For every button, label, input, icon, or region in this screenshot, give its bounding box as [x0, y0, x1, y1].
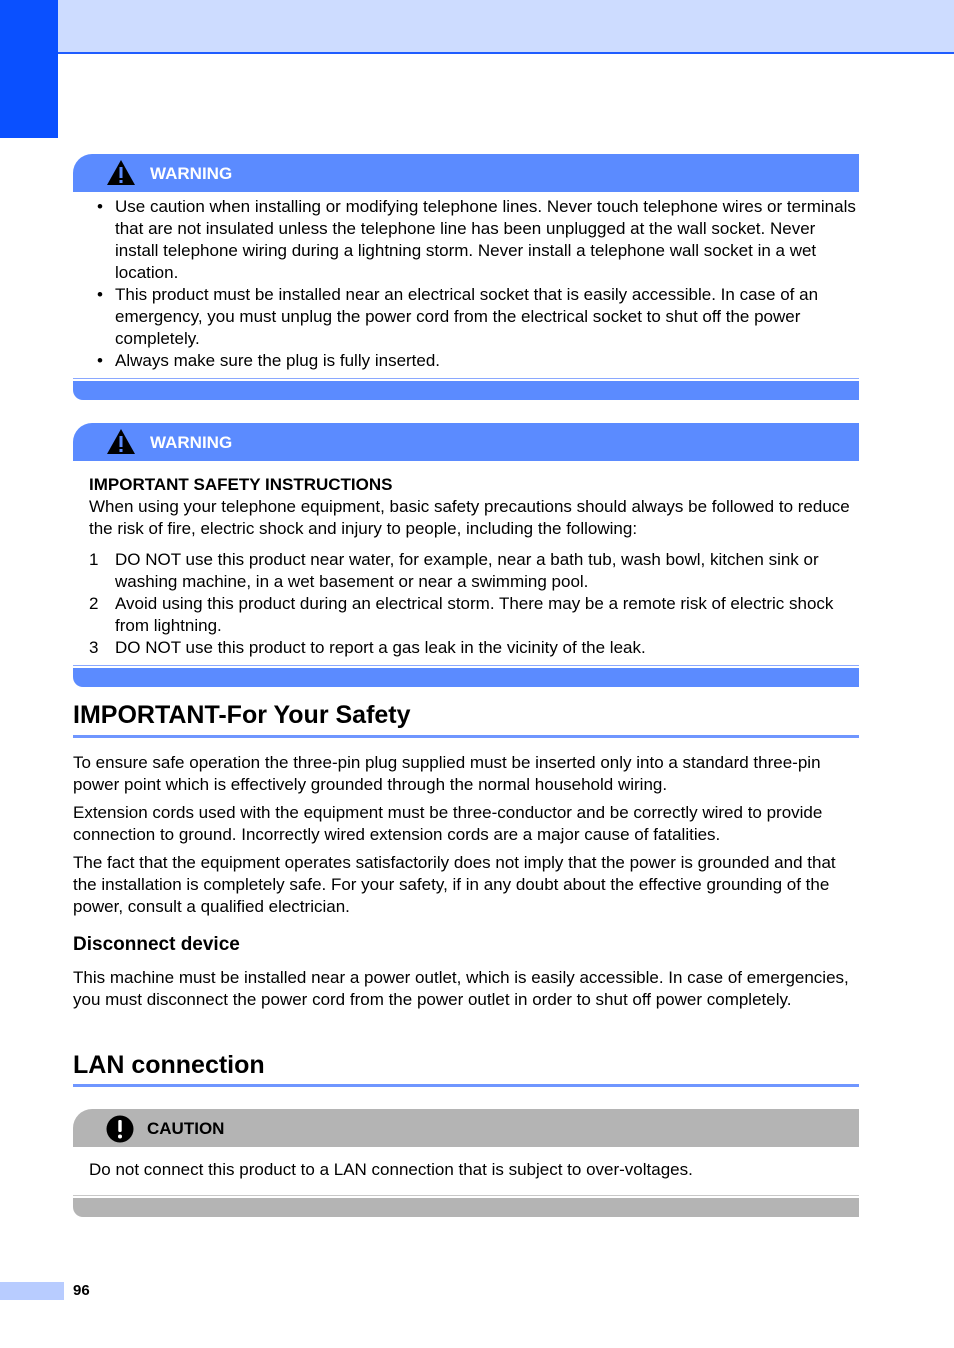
caution-text: Do not connect this product to a LAN connection that is subject to over-voltages.	[89, 1160, 693, 1179]
list-item: • This product must be installed near an electrical socket that is easily accessible. In case of an emergency, you must unplug the power cord from the electrical socket to shut off the power completely.	[97, 284, 859, 350]
section-rule	[73, 735, 859, 738]
paragraph: To ensure safe operation the three-pin plug supplied must be inserted only into a standard three-pin power point which is effectively grounded through the normal household wiring.	[73, 753, 821, 794]
paragraph: This machine must be installed near a power outlet, which is easily accessible. In case of emergencies, you must disconnect the power cord from the power outlet in order to shut off power completely.	[73, 968, 849, 1009]
safety-instructions-intro: When using your telephone equipment, basic safety precautions should always be followed to reduce the risk of fire, electric shock and injury to people, including the following:	[89, 497, 850, 538]
paragraph: The fact that the equipment operates satisfactorily does not imply that the power is grounded and that the installation is completely safe. For your safety, if in any doubt about the effective grounding of the power, consult a qualified electrician.	[73, 853, 836, 916]
page-number: 96	[73, 1282, 90, 1299]
list-item: • Use caution when installing or modifying telephone lines. Never touch telephone wires or terminals that are not insulated unless the telephone line has been unplugged at the wall socket. Never install telephone wiring during a lightning storm. Never install a telephone wall socket in a wet location.	[97, 196, 859, 284]
warning-footer-2	[73, 668, 859, 687]
list-item: 2 Avoid using this product during an electrical storm. There may be a remote risk of electric shock from lightning.	[89, 594, 834, 635]
section-title-lan: LAN connection	[73, 1051, 265, 1079]
subheading-disconnect: Disconnect device	[73, 934, 240, 955]
warning-header-2	[73, 423, 859, 461]
caution-header	[73, 1109, 859, 1147]
caution-label: CAUTION	[147, 1119, 225, 1138]
warning-1-list	[97, 196, 859, 372]
warning-divider-1	[73, 378, 859, 379]
list-item: • Always make sure the plug is fully inserted.	[97, 350, 859, 372]
list-item: 1 DO NOT use this product near water, for example, near a bath tub, wash bowl, kitchen sink or washing machine, in a wet basement or near a swimming pool.	[89, 550, 819, 591]
warning-divider-2	[73, 665, 859, 666]
exclamation-icon	[106, 1115, 134, 1143]
chapter-tab	[0, 0, 58, 138]
caution-divider	[73, 1195, 859, 1196]
caution-footer	[73, 1198, 859, 1217]
list-item: 3 DO NOT use this product to report a gas leak in the vicinity of the leak.	[89, 638, 646, 657]
header-band	[0, 0, 954, 54]
section-rule	[73, 1084, 859, 1087]
warning-label: WARNING	[150, 164, 233, 183]
warning-label: WARNING	[150, 433, 233, 452]
warning-triangle-icon	[106, 428, 136, 455]
page-number-tab	[0, 1282, 64, 1300]
warning-triangle-icon	[106, 159, 136, 186]
warning-header-1	[73, 154, 859, 192]
section-title-safety: IMPORTANT-For Your Safety	[73, 701, 411, 729]
warning-footer-1	[73, 381, 859, 400]
paragraph: Extension cords used with the equipment must be three-conductor and be correctly wired to provide connection to ground. Incorrectly wired extension cords are a major cause of fatalities.	[73, 803, 823, 844]
safety-instructions-heading: IMPORTANT SAFETY INSTRUCTIONS	[89, 475, 393, 494]
safety-instructions-list	[89, 549, 859, 659]
